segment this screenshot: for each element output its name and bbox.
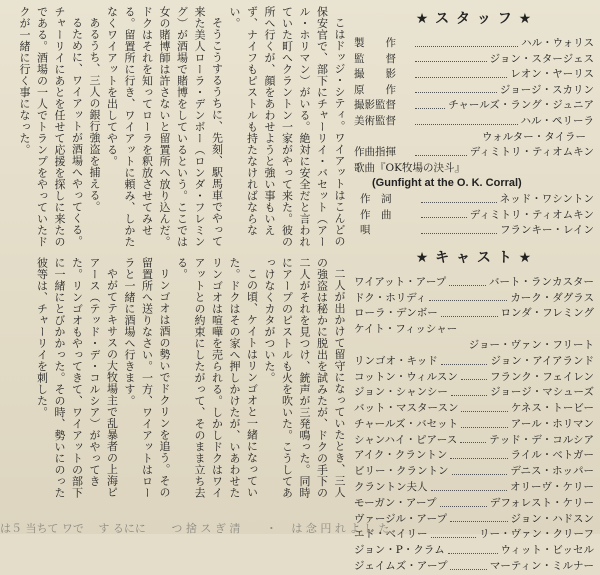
cast-row [354, 370, 594, 386]
cast-actor: ケネス・トービー [510, 402, 594, 415]
story-paragraph: この頃、ケイトはリンゴオと一緒になっていた。ドクはその家へ押しかけたが、いあわせたリンゴオは喧嘩を売られる。しかしドクはワイアットとの約束にしたがって、そのまま立ち去る。 [175, 257, 259, 499]
cast-character: バット・マスタースン [354, 402, 459, 415]
cast-row [354, 433, 594, 449]
cast-character: シャンハイ・ピアース [354, 433, 458, 446]
cast-row [354, 275, 594, 291]
cast-actor: デフォレスト・ケリー [489, 496, 594, 509]
cast-character: ローラ・デンボー [354, 307, 438, 320]
staff-name: チャールズ・ラング・ジュニア [448, 99, 594, 112]
staff-name: ウォルター・タイラー [482, 130, 586, 143]
staff-role: 原 作 [354, 83, 396, 96]
cast-row [354, 480, 594, 496]
cast-character: リンゴオ・キッド [354, 354, 438, 367]
cast-row [354, 322, 594, 338]
cast-actor: カーク・ダグラス [510, 291, 594, 304]
cast-character: アイク・クラントン [354, 449, 448, 462]
staff-name: ジョージ・スカリン [499, 83, 594, 96]
cast-actor: オリーヴ・ケリー [510, 481, 594, 494]
cast-actor: ロンダ・フレミング [500, 307, 594, 320]
cast-character: ジョン・P・クラム [354, 544, 445, 557]
staff-row [354, 36, 594, 52]
cast-row [354, 448, 594, 464]
staff-row [354, 114, 594, 130]
story-paragraph: こはドッジ・シティ。ワイアットはこんどの保安官で、部下にチャーリイ・バセット（アール・ホリマン）がいる。絶対に安全だと言われていた町へクラントン一家がやって来た。彼の所へ行くが、顔をあわせようと強い事もいえず、ナイフもピストルも持たなければならない。 [228, 6, 346, 248]
song-name: ネッド・ワシントン [499, 192, 594, 205]
cast-character: ドク・ホリディ [354, 291, 427, 304]
staff-role: 撮 影 [354, 68, 396, 81]
song-title-en: (Gunfight at the O. K. Corral) [372, 177, 522, 190]
staff-role: 監 督 [354, 52, 396, 65]
cast-actor: マーティン・ミルナー [489, 560, 594, 573]
cast-character: エド・ベイリー [354, 528, 428, 541]
staff-role: 製 作 [354, 37, 396, 49]
cast-row [354, 306, 594, 322]
cast-actor: ジョン・ハドスン [510, 512, 594, 525]
staff-row [354, 98, 594, 114]
cast-actor: アール・ホリマン [510, 417, 594, 430]
credits-sidebar [354, 6, 594, 573]
cast-character: ヴァージル・アープ [354, 512, 448, 525]
cast-actor: リー・ヴァン・クリーフ [479, 528, 594, 541]
staff-name: ハル・ペリーラ [520, 114, 594, 127]
staff-row [354, 52, 594, 68]
staff-name: ディミトリ・ティオムキン [469, 146, 594, 159]
song-row [354, 223, 594, 239]
song-role: 作 曲 [360, 208, 392, 221]
staff-row [354, 145, 594, 161]
staff-name: レオン・ヤーリス [510, 68, 594, 81]
staff-name: ジョン・スタージェス [489, 52, 594, 65]
staff-row [354, 83, 594, 99]
cast-row [354, 354, 594, 370]
cast-character: クラントン夫人 [354, 481, 428, 494]
cast-actor: ジョージ・マシューズ [490, 386, 594, 399]
staff-role: 美術監督 [354, 114, 396, 127]
song-name: フランキー・レイン [500, 224, 594, 237]
cast-character: ビリー・クラントン [354, 465, 449, 478]
cast-actor: デニス・ホッパー [510, 465, 594, 478]
staff-heading: ★ ス タ ッ フ ★ [415, 11, 533, 27]
cast-actor: バート・ランカスター [489, 275, 594, 288]
cast-character: ケイト・フィッシャー [354, 323, 458, 336]
story-paragraph: あるうち、三人の銀行強盗を捕える。 [88, 17, 101, 213]
cast-character: チャールズ・バセット [354, 417, 459, 430]
song-row [354, 208, 594, 224]
cast-character: ジェイムズ・アープ [354, 560, 448, 573]
staff-row [354, 67, 594, 83]
cast-row [354, 417, 594, 433]
cast-actor: ライル・ベトガー [510, 449, 594, 462]
cast-character: ワイアット・アープ [354, 275, 447, 288]
story-paragraph: やがてテキサスの大牧場主で乱暴者の上海ピアース（テッド・デ・コルシア）がやってきた。リンゴオもやってきて、ワイアットの部下に一緒にとびかかった。その時、勢いにのった彼等は、チャーリイを刺した。 [35, 257, 119, 499]
cast-row [354, 291, 594, 307]
song-title-jp: 歌曲『OK牧場の決斗』 [354, 161, 465, 174]
cast-row [354, 559, 594, 575]
staff-row-continued [354, 130, 594, 146]
cast-row [354, 338, 594, 354]
cast-heading: ★ キ ャ ス ト ★ [415, 249, 533, 266]
cast-actor: ジョン・アイアランド [490, 354, 594, 367]
staff-role: 撮影監督 [354, 99, 396, 112]
cast-row [354, 401, 594, 417]
cast-actor: ジョー・ヴァン・フリート [468, 338, 594, 351]
cast-character: モーガン・アープ [354, 496, 437, 509]
cast-actor: ウィット・ビッセル [500, 544, 594, 557]
song-name: ディミトリ・ティオムキン [469, 208, 594, 221]
story-paragraph: リンゴオは酒の勢いでドクリンを追う。その留置所へ送りなさい。一方、ワイアットはローラと一緒に酒場へ行きます。 [123, 257, 171, 499]
story-paragraph: るために、ワイアットが酒場へやってくる。チャーリイにあとを任せて応援を探しに来たのである。酒場の一人でトランプをやっていたドクが一緒に行く事になった。 [18, 6, 84, 248]
synopsis-text [8, 6, 348, 502]
song-role: 唄 [360, 224, 371, 237]
cast-actor: テッド・デ・コルシア [489, 433, 594, 446]
cast-actor: フランク・フェイレン [489, 370, 594, 383]
story-paragraph: そうこうするうちに、先刻、駅馬車でやって来た美人ローラ・デンボー（ロンダ・フレミング）が酒場で賭博をしているという。ここでは女の賭博師は許さないと留置所へ放り込んだ。ドクはそれを知ってローラを釈放させてみせる。留置所に行き、ワイアットに頼み、しかたなくワイアットを出してやる。 [105, 6, 224, 248]
story-paragraph: 二人が出かけて留守になっていたとき、三人の強盗は秘かに脱出を試みたが、ドクの手下の二人がそれを見つけ、銃声が三発鳴った。同時にアープのピストルも火を吹いた。こうしてあっけなくカタがついた。 [263, 257, 346, 499]
cast-row [354, 464, 594, 480]
cast-character: コットン・ウィルスン [354, 370, 458, 383]
staff-list [354, 36, 594, 239]
song-role: 作 詞 [360, 192, 392, 205]
song-row [354, 192, 594, 208]
cast-row [354, 543, 594, 559]
cast-character: ジョン・シャンシー [354, 386, 448, 399]
cast-row [354, 385, 594, 401]
staff-role: 作曲指揮 [354, 146, 396, 159]
cast-row [354, 496, 594, 512]
staff-name: ハル・ウォリス [521, 37, 594, 49]
next-page-fragment: は５ 当ちて ワで す るにに つ 捨 ス ぎ 清 ・ は 念 円 れ よ し た [0, 522, 390, 534]
